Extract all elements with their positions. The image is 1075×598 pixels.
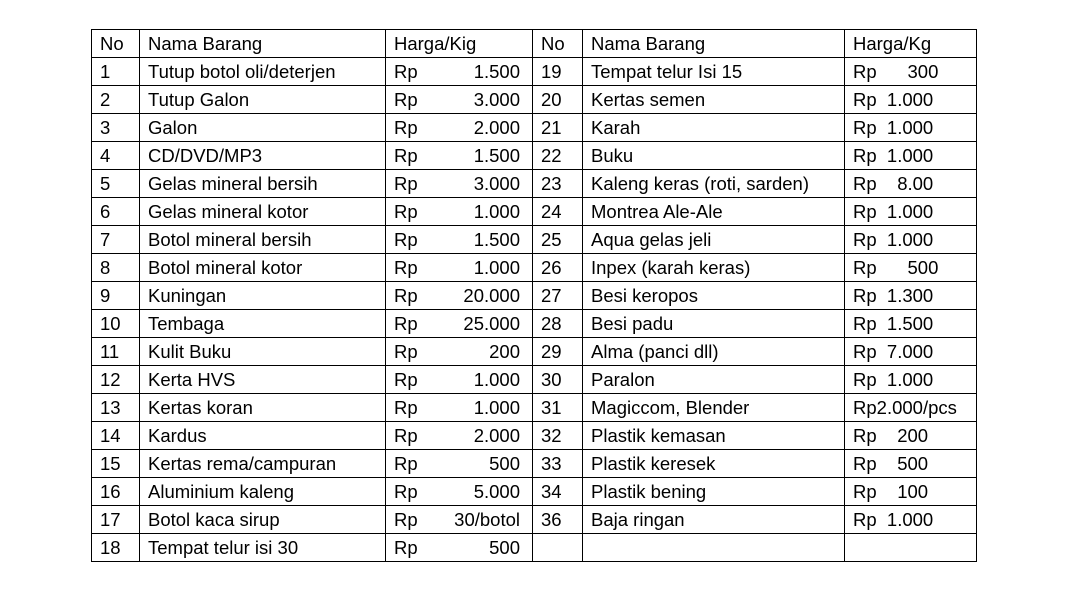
item-name-right: Paralon xyxy=(583,366,845,394)
table-row xyxy=(92,506,977,534)
currency-label: Rp xyxy=(394,285,418,306)
item-name-right: Besi keropos xyxy=(583,282,845,310)
item-no-left: 16 xyxy=(92,478,140,506)
price-amount: 1.000 xyxy=(473,369,520,390)
item-name-left: Kerta HVS xyxy=(140,366,386,394)
item-no-left: 1 xyxy=(92,58,140,86)
item-no-right: 23 xyxy=(533,170,583,198)
item-name-left: Botol kaca sirup xyxy=(140,506,386,534)
item-price-right: Rp 1.000 xyxy=(845,198,977,226)
item-no-left: 6 xyxy=(92,198,140,226)
item-price-left xyxy=(386,170,533,198)
currency-label: Rp xyxy=(394,397,418,418)
currency-label: Rp xyxy=(394,509,418,530)
item-no-left: 12 xyxy=(92,366,140,394)
price-amount: 2.000 xyxy=(473,117,520,138)
item-no-left: 2 xyxy=(92,86,140,114)
item-price-left xyxy=(386,254,533,282)
item-price-left xyxy=(386,226,533,254)
item-no-left: 8 xyxy=(92,254,140,282)
price-amount: 1.500 xyxy=(473,229,520,250)
table-row xyxy=(92,254,977,282)
currency-label: Rp xyxy=(394,61,418,82)
header-price-left: Harga/Kig xyxy=(386,30,533,58)
item-name-right: Tempat telur Isi 15 xyxy=(583,58,845,86)
item-price-right: Rp 8.00 xyxy=(845,170,977,198)
item-name-left: Botol mineral bersih xyxy=(140,226,386,254)
table-row xyxy=(92,170,977,198)
item-no-right: 19 xyxy=(533,58,583,86)
currency-label: Rp xyxy=(394,425,418,446)
item-no-left: 5 xyxy=(92,170,140,198)
header-no-left: No xyxy=(92,30,140,58)
item-name-left: Gelas mineral bersih xyxy=(140,170,386,198)
item-price-right: Rp 1.500 xyxy=(845,310,977,338)
table-row xyxy=(92,86,977,114)
price-amount: 1.000 xyxy=(473,257,520,278)
item-name-left: Gelas mineral kotor xyxy=(140,198,386,226)
currency-label: Rp xyxy=(394,257,418,278)
item-no-right: 28 xyxy=(533,310,583,338)
item-name-left: Kertas rema/campuran xyxy=(140,450,386,478)
item-name-left: Kertas koran xyxy=(140,394,386,422)
table-row xyxy=(92,366,977,394)
item-price-left xyxy=(386,534,533,562)
currency-label: Rp xyxy=(394,145,418,166)
table-row xyxy=(92,114,977,142)
item-no-left: 9 xyxy=(92,282,140,310)
header-no-right: No xyxy=(533,30,583,58)
table-row xyxy=(92,142,977,170)
item-name-right: Plastik keresek xyxy=(583,450,845,478)
item-price-right: Rp 1.000 xyxy=(845,142,977,170)
price-amount: 1.500 xyxy=(473,61,520,82)
item-no-right: 20 xyxy=(533,86,583,114)
currency-label: Rp xyxy=(394,313,418,334)
table-row xyxy=(92,282,977,310)
item-no-right xyxy=(533,534,583,562)
item-price-right: Rp2.000/pcs xyxy=(845,394,977,422)
item-name-left: Kulit Buku xyxy=(140,338,386,366)
item-price-right: Rp 1.000 xyxy=(845,366,977,394)
header-row xyxy=(92,30,977,58)
item-no-right: 26 xyxy=(533,254,583,282)
item-no-left: 13 xyxy=(92,394,140,422)
price-amount: 500 xyxy=(489,537,520,558)
item-no-right: 32 xyxy=(533,422,583,450)
item-name-right: Inpex (karah keras) xyxy=(583,254,845,282)
item-price-left xyxy=(386,338,533,366)
currency-label: Rp xyxy=(394,229,418,250)
price-amount: 200 xyxy=(489,341,520,362)
item-price-right: Rp 1.300 xyxy=(845,282,977,310)
item-no-left: 7 xyxy=(92,226,140,254)
price-amount: 1.500 xyxy=(473,145,520,166)
item-no-right: 27 xyxy=(533,282,583,310)
item-name-right: Kertas semen xyxy=(583,86,845,114)
item-price-left xyxy=(386,58,533,86)
header-name-right: Nama Barang xyxy=(583,30,845,58)
price-amount: 500 xyxy=(489,453,520,474)
item-price-right: Rp 300 xyxy=(845,58,977,86)
item-no-right: 30 xyxy=(533,366,583,394)
item-name-right: Kaleng keras (roti, sarden) xyxy=(583,170,845,198)
item-name-left: Tutup botol oli/deterjen xyxy=(140,58,386,86)
item-name-right: Magiccom, Blender xyxy=(583,394,845,422)
item-price-left xyxy=(386,478,533,506)
item-price-right: Rp 200 xyxy=(845,422,977,450)
item-price-right: Rp 7.000 xyxy=(845,338,977,366)
item-no-right: 29 xyxy=(533,338,583,366)
item-no-right: 24 xyxy=(533,198,583,226)
currency-label: Rp xyxy=(394,117,418,138)
price-table xyxy=(91,29,977,562)
item-price-right: Rp 1.000 xyxy=(845,86,977,114)
item-price-left xyxy=(386,422,533,450)
item-price-right: Rp 100 xyxy=(845,478,977,506)
item-no-left: 11 xyxy=(92,338,140,366)
table-row xyxy=(92,394,977,422)
item-name-right: Aqua gelas jeli xyxy=(583,226,845,254)
currency-label: Rp xyxy=(394,453,418,474)
table-row xyxy=(92,478,977,506)
price-amount: 3.000 xyxy=(473,173,520,194)
item-name-right: Montrea Ale-Ale xyxy=(583,198,845,226)
item-name-right: Baja ringan xyxy=(583,506,845,534)
table-row xyxy=(92,310,977,338)
item-price-left xyxy=(386,282,533,310)
item-no-right: 34 xyxy=(533,478,583,506)
item-no-left: 15 xyxy=(92,450,140,478)
item-no-right: 31 xyxy=(533,394,583,422)
item-price-right: Rp 1.000 xyxy=(845,506,977,534)
item-name-left: Kuningan xyxy=(140,282,386,310)
item-price-left xyxy=(386,394,533,422)
item-name-right: Besi padu xyxy=(583,310,845,338)
item-name-right: Alma (panci dll) xyxy=(583,338,845,366)
item-price-left xyxy=(386,310,533,338)
item-price-right xyxy=(845,534,977,562)
price-amount: 2.000 xyxy=(473,425,520,446)
item-price-left xyxy=(386,506,533,534)
currency-label: Rp xyxy=(394,481,418,502)
price-amount: 25.000 xyxy=(463,313,520,334)
item-name-right: Plastik bening xyxy=(583,478,845,506)
table-row xyxy=(92,338,977,366)
item-name-left: Tempat telur isi 30 xyxy=(140,534,386,562)
item-name-left: Tembaga xyxy=(140,310,386,338)
table-row xyxy=(92,58,977,86)
item-price-left xyxy=(386,142,533,170)
price-amount: 20.000 xyxy=(463,285,520,306)
price-amount: 1.000 xyxy=(473,397,520,418)
item-price-left xyxy=(386,450,533,478)
item-name-right: Karah xyxy=(583,114,845,142)
currency-label: Rp xyxy=(394,537,418,558)
item-no-right: 36 xyxy=(533,506,583,534)
item-price-left xyxy=(386,114,533,142)
item-price-right: Rp 1.000 xyxy=(845,114,977,142)
table-row xyxy=(92,450,977,478)
table-row xyxy=(92,198,977,226)
item-price-right: Rp 500 xyxy=(845,254,977,282)
currency-label: Rp xyxy=(394,201,418,222)
currency-label: Rp xyxy=(394,89,418,110)
table-row xyxy=(92,534,977,562)
item-price-left xyxy=(386,198,533,226)
price-amount: 5.000 xyxy=(473,481,520,502)
item-name-right: Plastik kemasan xyxy=(583,422,845,450)
item-name-right xyxy=(583,534,845,562)
item-name-left: CD/DVD/MP3 xyxy=(140,142,386,170)
item-name-left: Tutup Galon xyxy=(140,86,386,114)
item-no-left: 3 xyxy=(92,114,140,142)
table-row xyxy=(92,422,977,450)
price-amount: 1.000 xyxy=(473,201,520,222)
item-name-left: Botol mineral kotor xyxy=(140,254,386,282)
item-name-right: Buku xyxy=(583,142,845,170)
table-row xyxy=(92,226,977,254)
currency-label: Rp xyxy=(394,173,418,194)
item-no-left: 17 xyxy=(92,506,140,534)
item-name-left: Kardus xyxy=(140,422,386,450)
price-amount: 3.000 xyxy=(473,89,520,110)
header-name-left: Nama Barang xyxy=(140,30,386,58)
item-no-left: 14 xyxy=(92,422,140,450)
currency-label: Rp xyxy=(394,369,418,390)
currency-label: Rp xyxy=(394,341,418,362)
item-name-left: Galon xyxy=(140,114,386,142)
item-price-left xyxy=(386,86,533,114)
item-no-left: 10 xyxy=(92,310,140,338)
price-amount: 30/botol xyxy=(454,509,520,530)
item-no-right: 25 xyxy=(533,226,583,254)
item-no-right: 22 xyxy=(533,142,583,170)
header-price-right: Harga/Kg xyxy=(845,30,977,58)
item-no-right: 21 xyxy=(533,114,583,142)
table-body xyxy=(92,58,977,562)
item-price-right: Rp 500 xyxy=(845,450,977,478)
item-no-right: 33 xyxy=(533,450,583,478)
item-price-right: Rp 1.000 xyxy=(845,226,977,254)
item-no-left: 18 xyxy=(92,534,140,562)
item-price-left xyxy=(386,366,533,394)
item-name-left: Aluminium kaleng xyxy=(140,478,386,506)
item-no-left: 4 xyxy=(92,142,140,170)
